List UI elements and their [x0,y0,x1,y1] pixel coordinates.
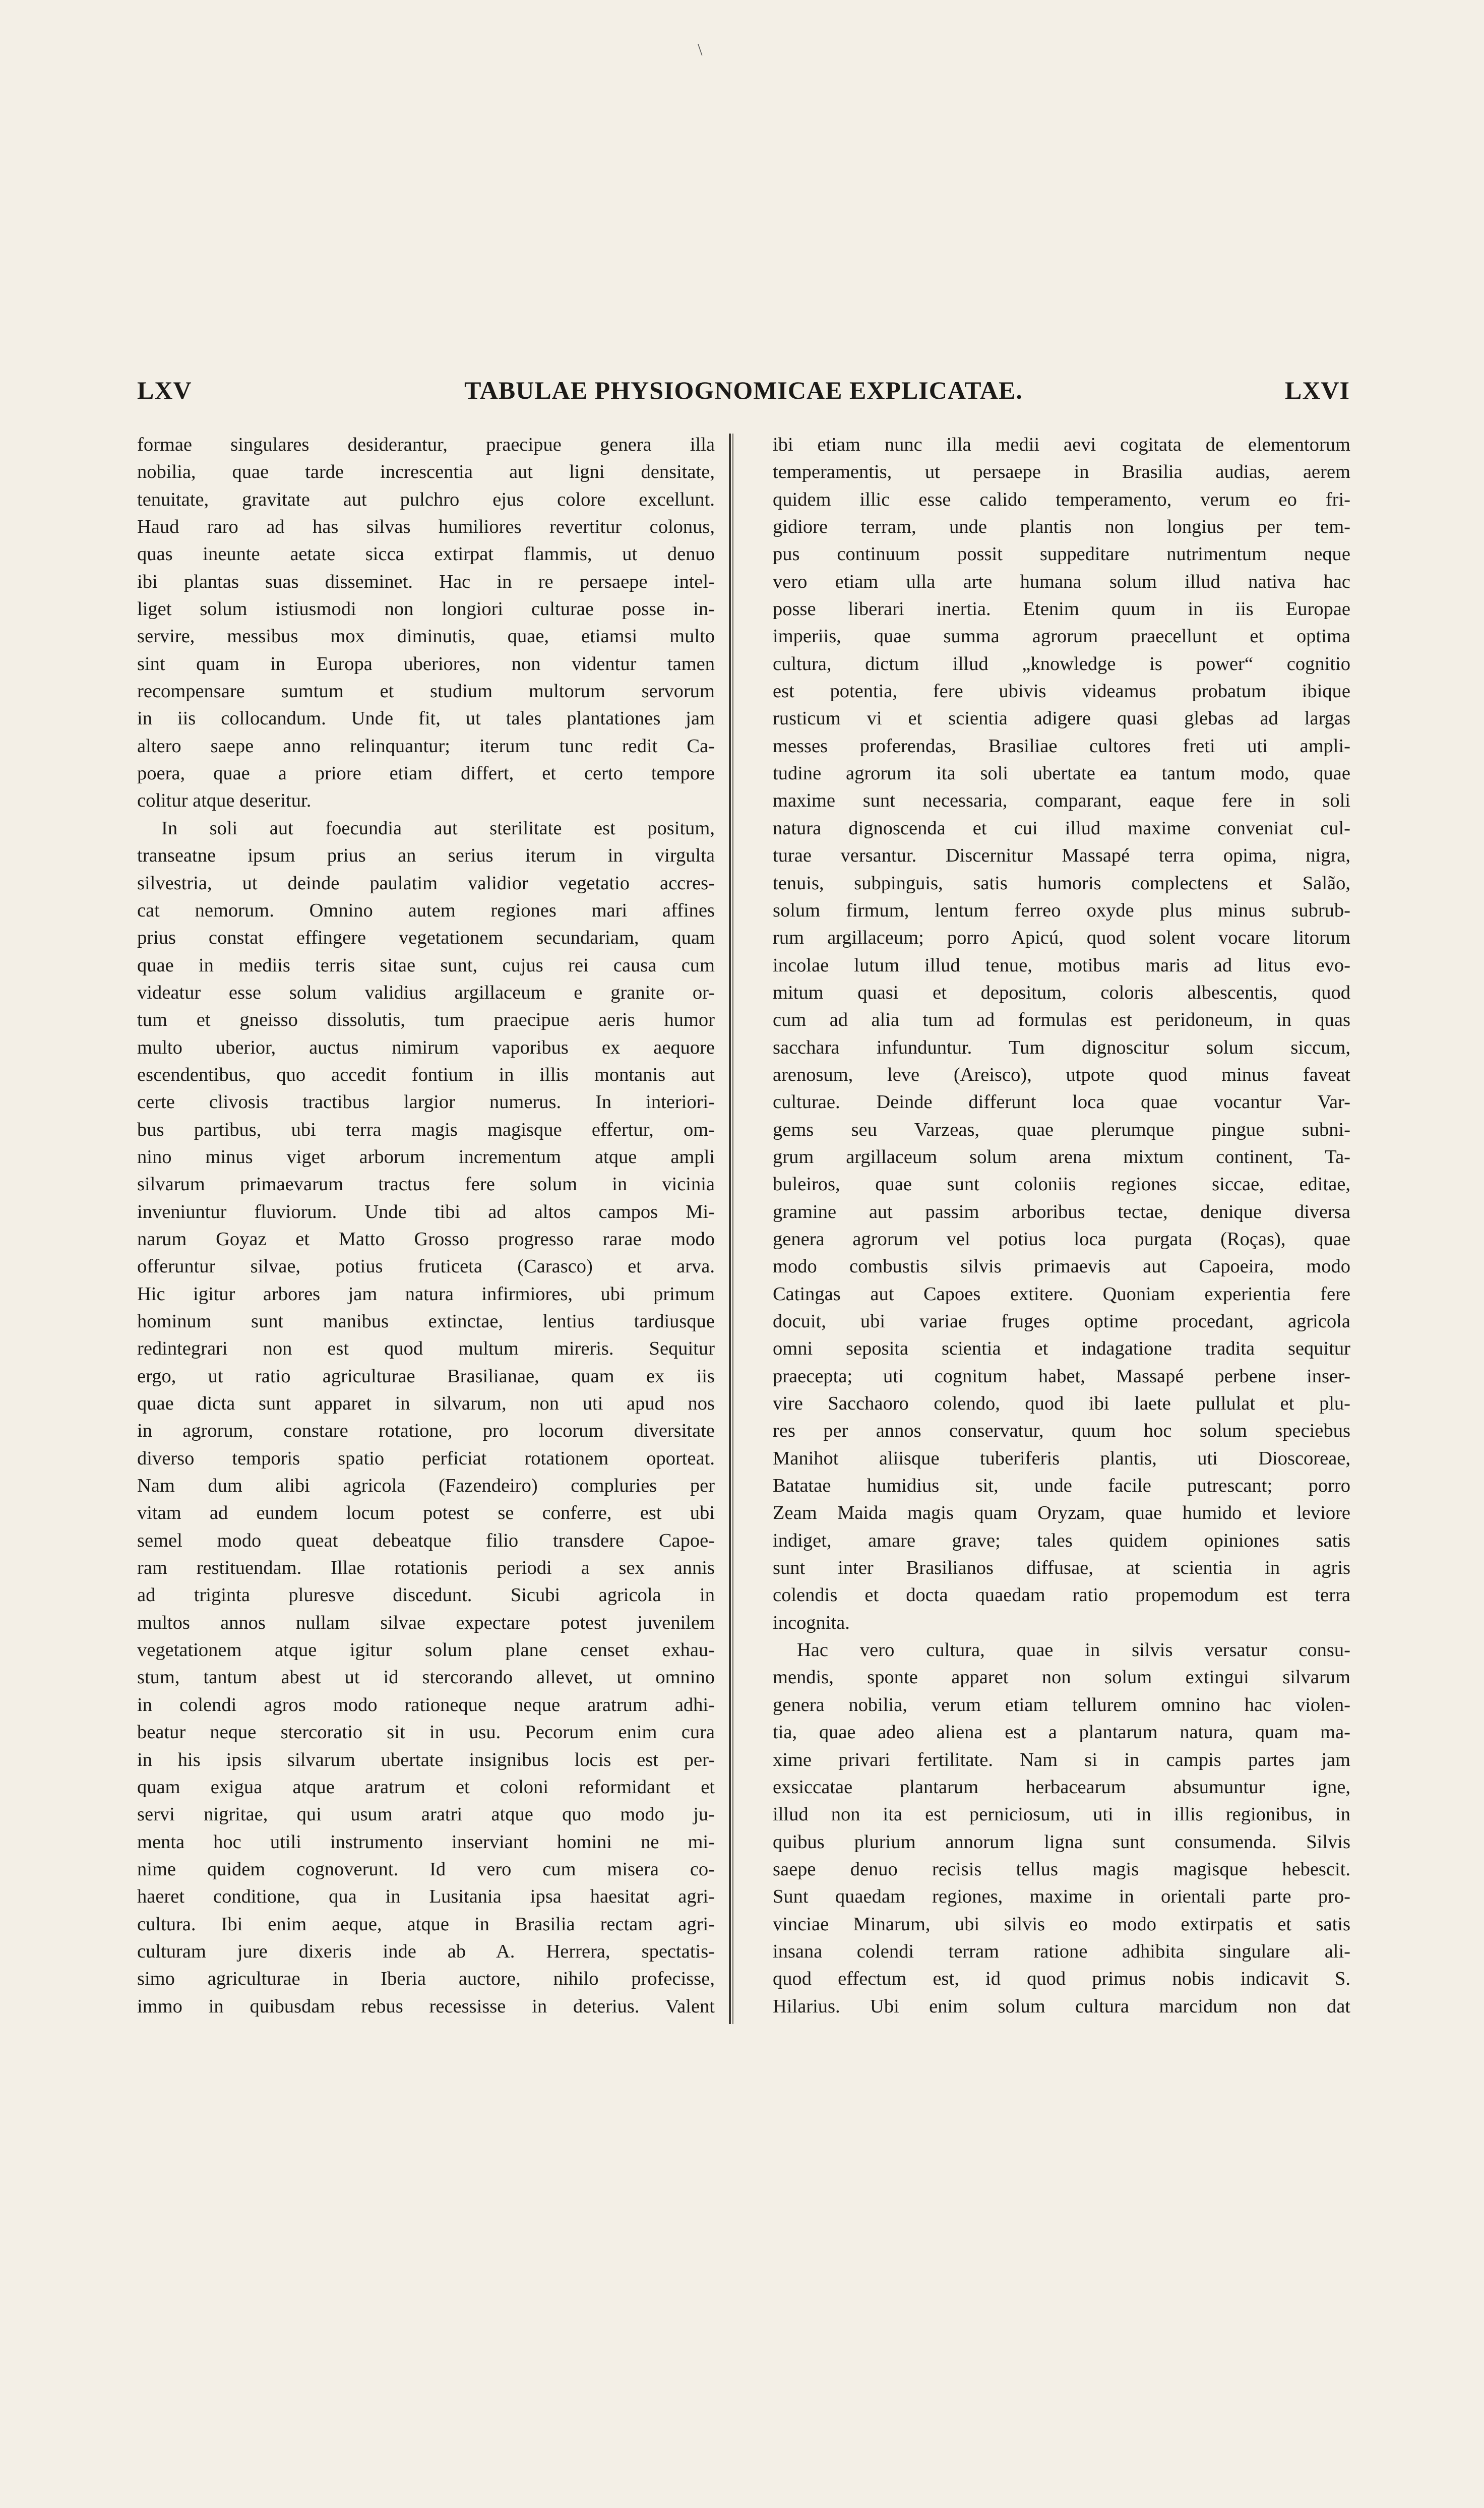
text-line: altero saepe anno relinquantur; iterum tunc redit Ca- [137,735,715,757]
text-line: narum Goyaz et Matto Grosso progresso rarae modo [137,1228,715,1250]
text-line: Batatae humidius sit, unde facile putrescant; porro [773,1475,1350,1497]
text-line: sacchara infunduntur. Tum dignoscitur solum siccum, [773,1036,1350,1058]
column-rule [729,434,731,2024]
text-line: silvarum primaevarum tractus fere solum in vicinia [137,1174,715,1195]
text-line: formae singulares desiderantur, praecipue genera illa [137,434,715,455]
text-line: ram restituendam. Illae rotationis periodi a sex annis [137,1557,715,1579]
text-line: ibi plantas suas disseminet. Hac in re persaepe intel- [137,571,715,592]
text-line: incognita. [773,1612,850,1633]
text-line: liget solum istiusmodi non longiori culturae posse in- [137,598,715,620]
text-line: gems seu Varzeas, quae plerumque pingue subni- [773,1119,1350,1140]
text-line: recompensare sumtum et studium multorum servorum [137,681,715,702]
text-line: tenuis, subpinguis, satis humoris complectens et Salão, [773,872,1350,894]
text-line: indiget, amare grave; tales quidem opiniones satis [773,1530,1350,1551]
text-line: tenuitate, gravitate aut pulchro ejus colore excellunt. [137,488,715,510]
text-line: solum firmum, lentum ferreo oxyde plus minus subrub- [773,899,1350,921]
text-line: semel modo queat debeatque filio transdere Capoe- [137,1530,715,1551]
text-line: quidem illic esse calido temperamento, verum eo fri- [773,488,1350,510]
text-line: grum argillaceum solum arena mixtum continent, Ta- [773,1146,1350,1168]
text-line: Sunt quaedam regiones, maxime in orientali parte pro- [773,1886,1350,1908]
text-line: in iis collocandum. Unde fit, ut tales plantationes jam [137,708,715,729]
text-line: redintegrari non est quod multum mireris. Sequitur [137,1338,715,1360]
text-line: pus continuum possit suppeditare nutrimentum neque [773,543,1350,565]
text-line: tum et gneisso dissolutis, tum praecipue aeris humor [137,1009,715,1031]
text-line: rum argillaceum; porro Apicú, quod solent vocare litorum [773,927,1350,949]
text-line: exsiccatae plantarum herbacearum absumuntur igne, [773,1776,1350,1798]
text-line: saepe denuo recisis tellus magis magisque hebescit. [773,1858,1350,1880]
text-line: nime quidem cognoverunt. Id vero cum misera co- [137,1858,715,1880]
text-line: in agrorum, constare rotatione, pro locorum diversitate [137,1420,715,1442]
text-line: diverso temporis spatio perficiat rotationem oporteat. [137,1447,715,1469]
right-column [773,431,1350,2020]
text-line: sint quam in Europa uberiores, non videntur tamen [137,653,715,675]
text-line: bus partibus, ubi terra magis magisque effertur, om- [137,1119,715,1140]
text-line: vire Sacchaoro colendo, quod ibi laete pullulat et plu- [773,1393,1350,1415]
text-line: est potentia, fere ubivis videamus probatum ibique [773,681,1350,702]
text-line: servi nigritae, qui usum aratri atque quo modo ju- [137,1804,715,1825]
text-line: culturae. Deinde differunt loca quae vocantur Var- [773,1091,1350,1113]
text-line: messes proferendas, Brasiliae cultores freti uti ampli- [773,735,1350,757]
text-line: cultura, dictum illud „knowledge is power“ cognitio [773,653,1350,675]
text-line: nobilia, quae tarde increscentia aut ligni densitate, [137,461,715,483]
text-line: beatur neque stercoratio sit in usu. Pecorum enim cura [137,1722,715,1743]
text-line: imperiis, quae summa agrorum praecellunt et optima [773,626,1350,647]
text-line: tia, quae adeo aliena est a plantarum natura, quam ma- [773,1722,1350,1743]
text-line: quibus plurium annorum ligna sunt consumenda. Silvis [773,1831,1350,1853]
text-line: xime privari fertilitate. Nam si in campis partes jam [773,1749,1350,1770]
text-line: arenosum, leve (Areisco), utpote quod minus faveat [773,1064,1350,1085]
text-line: genera agrorum vel potius loca purgata (Roças), quae [773,1228,1350,1250]
text-line: insana colendi terram ratione adhibita singulare ali- [773,1940,1350,1962]
text-line: tudine agrorum ita soli ubertate ea tantum modo, quae [773,763,1350,784]
text-line: escendentibus, quo accedit fontium in illis montanis aut [137,1064,715,1085]
text-line: turae versantur. Discernitur Massapé terra opima, nigra, [773,845,1350,867]
text-line: cultura. Ibi enim aeque, atque in Brasilia rectam agri- [137,1913,715,1935]
text-line: natura dignoscenda et cui illud maxime conveniat cul- [773,817,1350,839]
text-line: sunt inter Brasilianos diffusae, at scientia in agris [773,1557,1350,1579]
text-line: offeruntur silvae, potius fruticeta (Carasco) et arva. [137,1256,715,1277]
text-line: culturam jure dixeris inde ab A. Herrera, spectatis- [137,1940,715,1962]
text-line: vegetationem atque igitur solum plane censet exhau- [137,1639,715,1661]
text-line: vero etiam ulla arte humana solum illud nativa hac [773,571,1350,592]
page-number-left: LXV [137,376,192,404]
text-line: quam exigua atque aratrum et coloni reformidant et [137,1776,715,1798]
text-line: simo agriculturae in Iberia auctore, nihilo profecisse, [137,1968,715,1990]
text-line: colitur atque deseritur. [137,790,312,812]
text-line: Nam dum alibi agricola (Fazendeiro) compluries per [137,1475,715,1497]
text-line: ibi etiam nunc illa medii aevi cogitata de elementorum [773,434,1350,455]
text-line: Zeam Maida magis quam Oryzam, quae humido et leviore [773,1502,1350,1524]
text-line: quod effectum est, id quod primus nobis indicavit S. [773,1968,1350,1990]
top-mark: \ [698,40,703,59]
text-line: silvestria, ut deinde paulatim validior vegetatio accres- [137,872,715,894]
text-line: gramine aut passim arboribus tectae, denique diversa [773,1201,1350,1222]
text-line: servire, messibus mox diminutis, quae, etiamsi multo [137,626,715,647]
text-line: modo combustis silvis primaevis aut Capoeira, modo [773,1256,1350,1277]
text-line: nino minus viget arborum incrementum atque ampli [137,1146,715,1168]
text-line: posse liberari inertia. Etenim quum in iis Europae [773,598,1350,620]
text-line: praecepta; uti cognitum habet, Massapé perbene inser- [773,1365,1350,1387]
text-line: certe clivosis tractibus largior numerus. In interiori- [137,1091,715,1113]
column-rule-inner [732,434,733,2024]
text-line: incolae lutum illud tenue, motibus maris ad litus evo- [773,954,1350,976]
text-line: prius constat effingere vegetationem secundariam, quam [137,927,715,949]
text-line: colendis et docta quaedam ratio propemodum est terra [773,1584,1350,1606]
text-line: temperamentis, ut persaepe in Brasilia audias, aerem [773,461,1350,483]
text-line: Hilarius. Ubi enim solum cultura marcidum non dat [773,1995,1350,2017]
text-line: docuit, ubi variae fruges optime procedant, agricola [773,1311,1350,1332]
text-line: Haud raro ad has silvas humiliores revertitur colonus, [137,516,715,538]
text-line: in colendi agros modo rationeque neque aratrum adhi- [137,1694,715,1716]
text-line: mendis, sponte apparet non solum extingui silvarum [773,1667,1350,1688]
text-line: maxime sunt necessaria, comparant, eaque fere in soli [773,790,1350,812]
text-line: gidiore terram, unde plantis non longius per tem- [773,516,1350,538]
text-line: multos annos nullam silvae expectare potest juvenilem [137,1612,715,1633]
text-line: poera, quae a priore etiam differt, et certo tempore [137,763,715,784]
text-line: immo in quibusdam rebus recessisse in deterius. Valent [137,1995,715,2017]
text-line: videatur esse solum validius argillaceum e granite or- [137,982,715,1003]
text-line: quae dicta sunt apparet in silvarum, non uti apud nos [137,1393,715,1415]
text-line: quas ineunte aetate sicca extirpat flammis, ut denuo [137,543,715,565]
text-line: Hac vero cultura, quae in silvis versatur consu- [797,1639,1350,1661]
text-line: inveniuntur fluviorum. Unde tibi ad altos campos Mi- [137,1201,715,1222]
text-line: mitum quasi et depositum, coloris albescentis, quod [773,982,1350,1003]
text-line: multo uberior, auctus nimirum vaporibus ex aequore [137,1036,715,1058]
text-line: ergo, ut ratio agriculturae Brasilianae, quam ex iis [137,1365,715,1387]
page-number-right: LXVI [1284,376,1350,404]
left-column [137,431,715,2020]
text-line: vinciae Minarum, ubi silvis eo modo extirpatis et satis [773,1913,1350,1935]
text-line: haeret conditione, qua in Lusitania ipsa haesitat agri- [137,1886,715,1908]
text-line: vitam ad eundem locum potest se conferre, est ubi [137,1502,715,1524]
text-line: stum, tantum abest ut id stercorando allevet, ut omnino [137,1667,715,1688]
text-line: In soli aut foecundia aut sterilitate est positum, [161,817,715,839]
text-line: illud non ita est perniciosum, uti in illis regionibus, in [773,1804,1350,1825]
text-line: rusticum vi et scientia adigere quasi glebas ad largas [773,708,1350,729]
text-line: genera nobilia, verum etiam tellurem omnino hac violen- [773,1694,1350,1716]
text-line: ad triginta pluresve discedunt. Sicubi agricola in [137,1584,715,1606]
text-line: Catingas aut Capoes extitere. Quoniam experientia fere [773,1283,1350,1305]
text-line: cat nemorum. Omnino autem regiones mari affines [137,899,715,921]
text-line: transeatne ipsum prius an serius iterum in virgulta [137,845,715,867]
running-header [137,376,1350,411]
text-line: Hic igitur arbores jam natura infirmiores, ubi primum [137,1283,715,1305]
text-line: Manihot aliisque tuberiferis plantis, uti Dioscoreae, [773,1447,1350,1469]
text-line: in his ipsis silvarum ubertate insignibus locis est per- [137,1749,715,1770]
text-line: omni seposita scientia et indagatione tradita sequitur [773,1338,1350,1360]
text-line: res per annos conservatur, quum hoc solum speciebus [773,1420,1350,1442]
text-line: menta hoc utili instrumento inserviant homini ne mi- [137,1831,715,1853]
text-line: cum ad alia tum ad formulas est peridoneum, in quas [773,1009,1350,1031]
text-line: quae in mediis terris sitae sunt, cujus rei causa cum [137,954,715,976]
text-line: buleiros, quae sunt coloniis regiones siccae, editae, [773,1174,1350,1195]
text-line: hominum sunt manibus extinctae, lentius tardiusque [137,1311,715,1332]
running-title: TABULAE PHYSIOGNOMICAE EXPLICATAE. [464,376,1023,404]
